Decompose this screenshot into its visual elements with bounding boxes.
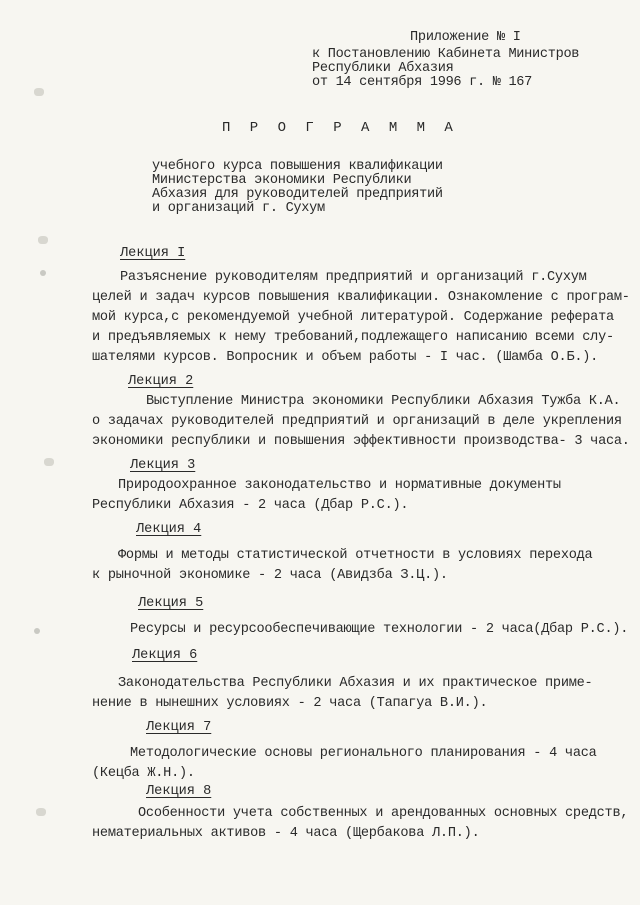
lecture-1-line: Разъяснение руководителям предприятий и организаций г.Сухум	[120, 270, 587, 285]
lecture-7-line: Методологические основы регионального планирования - 4 часа	[130, 746, 597, 761]
punch-hole-mark	[40, 270, 46, 276]
subtitle-line-1: учебного курса повышения квалификации	[152, 159, 443, 174]
punch-hole-mark	[36, 808, 46, 816]
punch-hole-mark	[38, 236, 48, 244]
decree-line-2: Республики Абхазия	[312, 61, 454, 76]
lecture-5-heading: Лекция 5	[138, 596, 204, 611]
punch-hole-mark	[44, 458, 54, 466]
lecture-3-heading: Лекция 3	[130, 458, 196, 473]
subtitle-line-3: Абхазия для руководителей предприятий	[152, 187, 443, 202]
lecture-1-line: целей и задач курсов повышения квалификации. Ознакомление с програм-	[92, 290, 630, 305]
lecture-8-line: нематериальных активов - 4 часа (Щербакова Л.П.).	[92, 826, 480, 841]
lecture-1-line: и предъявляемых к нему требований,подлежащего написанию всеми слу-	[92, 330, 614, 345]
lecture-6-line: нение в нынешних условиях - 2 часа (Тапагуа В.И.).	[92, 696, 488, 711]
appendix-number: Приложение № I	[410, 30, 521, 45]
lecture-8-heading: Лекция 8	[146, 784, 212, 799]
lecture-4-line: к рыночной экономике - 2 часа (Авидзба З.Ц.).	[92, 568, 448, 583]
punch-hole-mark	[34, 628, 40, 634]
lecture-3-line: Республики Абхазия - 2 часа (Дбар Р.С.).	[92, 498, 409, 513]
lecture-2-line: о задачах руководителей предприятий и организаций в деле укрепления	[92, 414, 622, 429]
document-title: П Р О Г Р А М М А	[222, 120, 459, 136]
decree-line-3: от 14 сентября 1996 г. № 167	[312, 75, 533, 90]
lecture-1-line: мой курса,с рекомендуемой учебной литературой. Содержание реферата	[92, 310, 614, 325]
lecture-2-line: Выступление Министра экономики Республики Абхазия Тужба К.А.	[146, 394, 621, 409]
lecture-5-line: Ресурсы и ресурсообеспечивающие технологии - 2 часа(Дбар Р.С.).	[130, 622, 629, 637]
lecture-6-heading: Лекция 6	[132, 648, 198, 663]
lecture-4-line: Формы и методы статистической отчетности в условиях перехода	[118, 548, 593, 563]
lecture-4-heading: Лекция 4	[136, 522, 202, 537]
lecture-2-heading: Лекция 2	[128, 374, 194, 389]
lecture-1-heading: Лекция I	[120, 246, 186, 261]
lecture-3-line: Природоохранное законодательство и нормативные документы	[118, 478, 561, 493]
lecture-2-line: экономики республики и повышения эффективности производства- 3 часа.	[92, 434, 630, 449]
lecture-6-line: Законодательства Республики Абхазия и их практическое приме-	[118, 676, 593, 691]
punch-hole-mark	[34, 88, 44, 96]
decree-line-1: к Постановлению Кабинета Министров	[312, 47, 580, 62]
subtitle-line-2: Министерства экономики Республики	[152, 173, 412, 188]
lecture-7-line: (Кецба Ж.Н.).	[92, 766, 195, 781]
lecture-1-line: шателями курсов. Вопросник и объем работы - I час. (Шамба О.Б.).	[92, 350, 599, 365]
subtitle-line-4: и организаций г. Сухум	[152, 201, 325, 216]
lecture-7-heading: Лекция 7	[146, 720, 212, 735]
lecture-8-line: Особенности учета собственных и арендованных основных средств,	[138, 806, 629, 821]
